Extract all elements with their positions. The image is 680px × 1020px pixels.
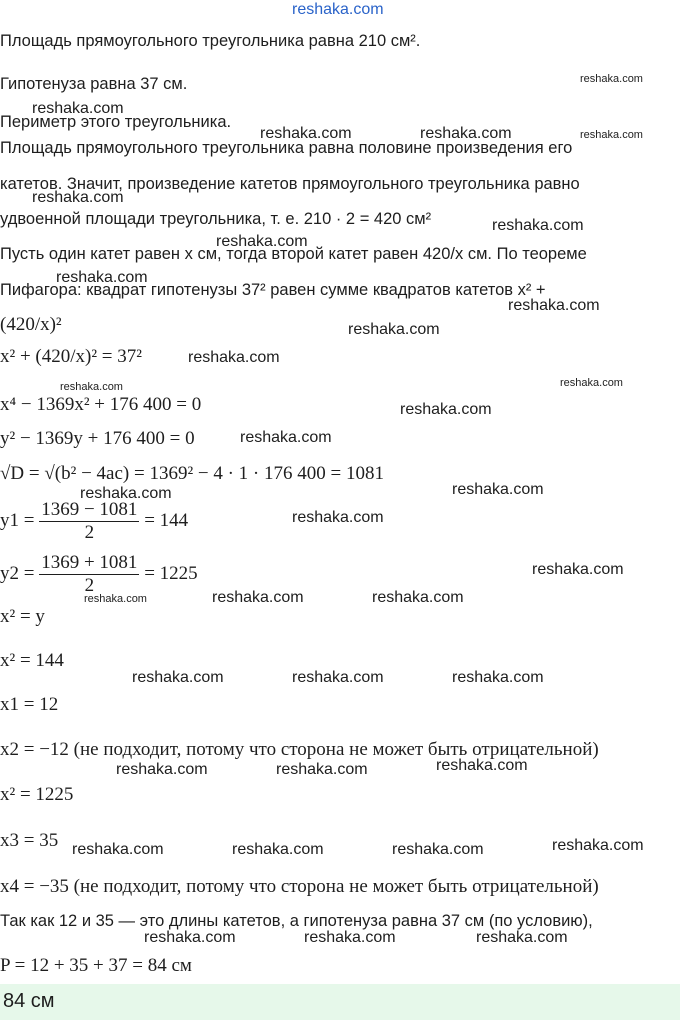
watermark: reshaka.com	[232, 841, 324, 858]
solution-conclusion: Так как 12 и 35 — это длины катетов, а гипотенуза равна 37 см (по условию),	[0, 912, 593, 930]
watermark: reshaka.com	[552, 837, 644, 854]
watermark: reshaka.com	[32, 189, 124, 206]
solution-text-2: катетов. Значит, произведение катетов прямоугольного треугольника равно	[0, 175, 580, 193]
solution-text-4: Пусть один катет равен x см, тогда второй катет равен 420/x см. По теореме	[0, 245, 587, 263]
root-y2-numerator: 1369 + 1081	[41, 552, 138, 573]
root-y1	[0, 499, 188, 544]
watermark: reshaka.com	[452, 481, 544, 498]
watermark: reshaka.com	[32, 100, 124, 117]
watermark: reshaka.com	[260, 125, 352, 142]
root-y1-rhs: = 144	[144, 509, 189, 531]
root-y2-rhs: = 1225	[144, 562, 198, 584]
watermark: reshaka.com	[476, 929, 568, 946]
solution-text-6: (420/x)²	[0, 314, 62, 335]
problem-line-question: Периметр этого треугольника.	[0, 113, 232, 131]
watermark: reshaka.com	[304, 929, 396, 946]
watermark: reshaka.com	[60, 381, 123, 393]
watermark: reshaka.com	[392, 841, 484, 858]
watermark: reshaka.com	[560, 377, 623, 389]
root-x1: x1 = 12	[0, 694, 59, 715]
root-x4: x4 = −35 (не подходит, потому что сторона не может быть отрицательной)	[0, 876, 599, 897]
watermark: reshaka.com	[212, 589, 304, 606]
equation-perimeter: P = 12 + 35 + 37 = 84 см	[0, 955, 192, 976]
root-y2-lhs: y2 =	[0, 562, 35, 584]
answer-box	[0, 984, 680, 1020]
watermark: reshaka.com	[292, 669, 384, 686]
root-y2	[0, 552, 198, 597]
equation-biquadratic: x⁴ − 1369x² + 176 400 = 0	[0, 394, 202, 415]
watermark: reshaka.com	[348, 321, 440, 338]
root-x3: x3 = 35	[0, 830, 59, 851]
equation-x-squared-144: x² = 144	[0, 650, 64, 671]
watermark: reshaka.com	[532, 561, 624, 578]
root-y1-numerator: 1369 − 1081	[41, 499, 138, 520]
watermark: reshaka.com	[580, 129, 643, 141]
problem-line-area: Площадь прямоугольного треугольника равна 210 см².	[0, 32, 421, 50]
site-logo-text[interactable]: reshaka.com	[292, 1, 384, 18]
watermark: reshaka.com	[508, 297, 600, 314]
watermark: reshaka.com	[56, 269, 148, 286]
watermark: reshaka.com	[216, 233, 308, 250]
solution-text-5: Пифагора: квадрат гипотенузы 37² равен сумме квадратов катетов x² +	[0, 281, 546, 299]
problem-line-hypotenuse: Гипотенуза равна 37 см.	[0, 75, 188, 93]
watermark: reshaka.com	[420, 125, 512, 142]
root-y2-fraction	[39, 552, 139, 597]
root-y1-lhs: y1 =	[0, 509, 35, 531]
watermark: reshaka.com	[276, 761, 368, 778]
answer-value: 84 см	[3, 990, 55, 1012]
watermark: reshaka.com	[436, 757, 528, 774]
watermark: reshaka.com	[84, 593, 147, 605]
watermark: reshaka.com	[400, 401, 492, 418]
watermark: reshaka.com	[188, 349, 280, 366]
watermark: reshaka.com	[492, 217, 584, 234]
root-y2-denominator: 2	[84, 575, 95, 596]
watermark: reshaka.com	[452, 669, 544, 686]
watermark: reshaka.com	[372, 589, 464, 606]
watermark: reshaka.com	[580, 73, 643, 85]
root-y1-denominator: 2	[84, 522, 95, 543]
equation-discriminant: √D = √(b² − 4ac) = 1369² − 4 · 1 · 176 400 = 1081	[0, 463, 384, 484]
watermark: reshaka.com	[144, 929, 236, 946]
equation-back-substitution: x² = y	[0, 606, 45, 627]
watermark: reshaka.com	[72, 841, 164, 858]
watermark: reshaka.com	[292, 509, 384, 526]
equation-pythagoras: x² + (420/x)² = 37²	[0, 346, 142, 367]
equation-substitution: y² − 1369y + 176 400 = 0	[0, 428, 195, 449]
watermark: reshaka.com	[116, 761, 208, 778]
root-x2: x2 = −12 (не подходит, потому что сторона не может быть отрицательной)	[0, 739, 599, 760]
watermark: reshaka.com	[132, 669, 224, 686]
solution-text-3: удвоенной площади треугольника, т. е. 210 · 2 = 420 см²	[0, 210, 432, 228]
watermark: reshaka.com	[240, 429, 332, 446]
equation-x-squared-1225: x² = 1225	[0, 784, 74, 805]
solution-text-1: Площадь прямоугольного треугольника равна половине произведения его	[0, 139, 573, 157]
watermark: reshaka.com	[80, 485, 172, 502]
root-y1-fraction	[39, 499, 139, 544]
